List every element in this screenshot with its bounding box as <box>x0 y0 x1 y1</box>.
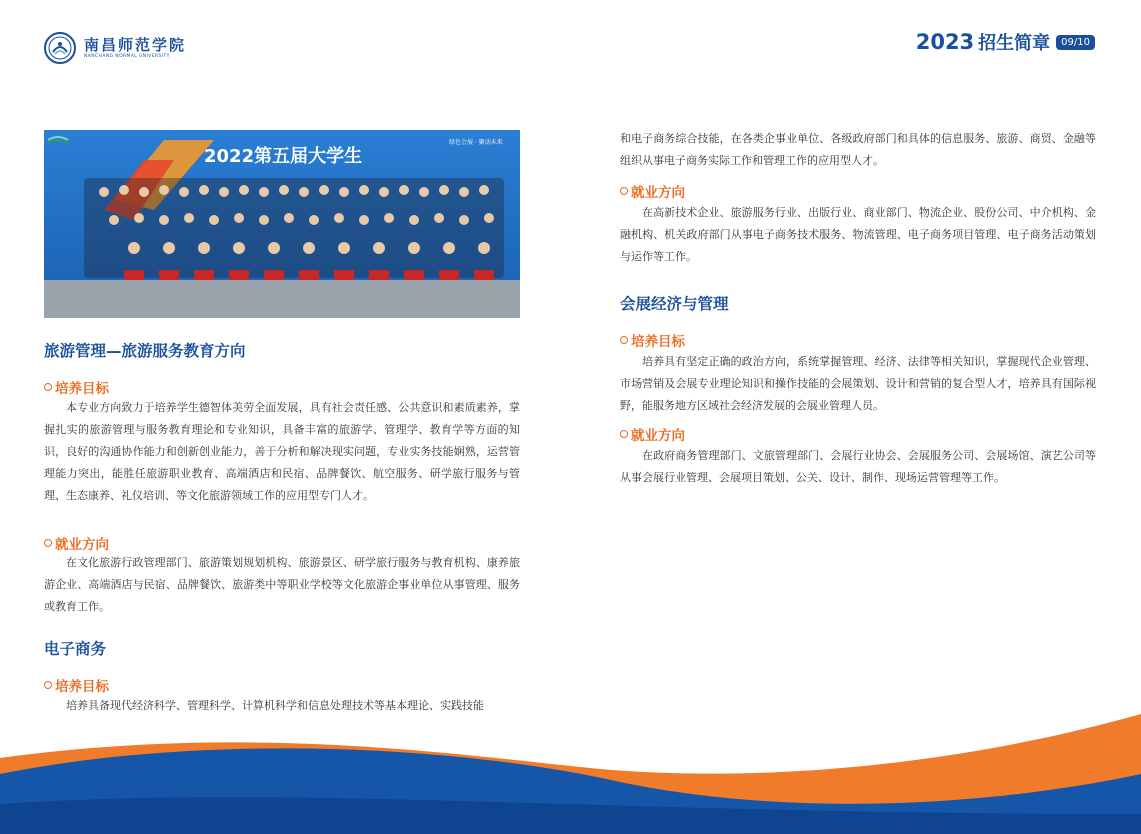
section-title-ecommerce: 电子商务 <box>44 640 107 658</box>
photo-corner-text: 绿色会展 · 聚动未来 <box>449 139 503 146</box>
bullet-circle-icon <box>620 187 628 195</box>
bullet-circle-icon <box>620 336 628 344</box>
university-logo <box>44 32 186 64</box>
group-photo <box>44 130 520 318</box>
tourism-career-label: 就业方向 <box>55 537 109 553</box>
exhibition-career-label: 就业方向 <box>631 428 685 444</box>
bullet-circle-icon <box>44 681 52 689</box>
ecommerce-career-text: 在高新技术企业、旅游服务行业、出版行业、商业部门、物流企业、股份公司、中介机构、金融机构、机关政府部门从事电子商务技术服务、物流管理、电子商务项目管理、电子商务活动策划与运作等工作。 <box>620 206 1096 263</box>
footer-wave-decoration <box>0 714 1141 834</box>
bullet-circle-icon <box>620 430 628 438</box>
ecommerce-goal-text: 培养具备现代经济科学、管理科学、计算机科学和信息处理技术等基本理论、实践技能 <box>66 699 484 712</box>
section-title-tourism: 旅游管理—旅游服务教育方向 <box>44 342 246 360</box>
section-title-exhibition: 会展经济与管理 <box>620 295 729 313</box>
logo-english-name: NANCHANG NORMAL UNIVERSITY <box>84 54 170 59</box>
ecommerce-career-heading <box>620 181 685 201</box>
tourism-goal-text: 本专业方向致力于培养学生德智体美劳全面发展，具有社会责任感、公共意识和素质素养，掌握扎实的旅游管理与服务教育理论和专业知识，具备丰富的旅游学、管理学、教育学等方面的知识，良好的沟通协作能力和创新创业能力，善于分析和解决现实问题，专业实务技能娴熟，运营管理能力突出，能胜任旅游职业教育、高端酒店和民宿、品牌餐饮、航空服务、研学旅行服务与管理、生态康养、礼仪培训、等文化旅游领域工作的应用型专门人才。 <box>44 401 520 502</box>
page-number-badge: 09/10 <box>1056 35 1095 50</box>
exhibition-goal-heading <box>620 330 685 350</box>
exhibition-goal-text: 培养具有坚定正确的政治方向，系统掌握管理、经济、法律等相关知识，掌握现代企业管理、市场营销及会展专业理论知识和操作技能的会展策划、设计和营销的复合型人才，培养具有国际视野，能服务地方区域社会经济发展的会展业管理人员。 <box>620 355 1096 412</box>
logo-chinese-name: 南昌师范学院 <box>84 36 187 54</box>
brochure-header <box>916 29 1095 55</box>
exhibition-career-text: 在政府商务管理部门、文旅管理部门、会展行业协会、会展服务公司、会展场馆、演艺公司等从事会展行业管理、会展项目策划、公关、设计、制作、现场运营管理等工作。 <box>620 449 1096 484</box>
bullet-circle-icon <box>44 539 52 547</box>
ecommerce-career-label: 就业方向 <box>631 185 685 201</box>
exhibition-career-heading <box>620 424 685 444</box>
photo-banner-title: 2022第五届大学生 <box>204 146 363 167</box>
exhibition-goal-label: 培养目标 <box>631 334 685 350</box>
university-emblem-icon <box>44 32 76 64</box>
ecommerce-goal-text-continued: 和电子商务综合技能，在各类企事业单位、各级政府部门和具体的信息服务、旅游、商贸、金融等组织从事电子商务实际工作和管理工作的应用型人才。 <box>620 132 1096 167</box>
bullet-circle-icon <box>44 383 52 391</box>
brochure-year: 2023 <box>915 30 975 54</box>
ecommerce-goal-label: 培养目标 <box>55 679 109 695</box>
tourism-career-heading <box>44 533 109 553</box>
tourism-goal-heading <box>44 377 109 397</box>
tourism-career-text: 在文化旅游行政管理部门、旅游策划规划机构、旅游景区、研学旅行服务与教育机构、康养旅游企业、高端酒店与民宿、品牌餐饮、旅游类中等职业学校等文化旅游企事业单位从事管理、服务或教育工作。 <box>44 556 520 613</box>
brochure-title: 招生简章 <box>978 33 1051 54</box>
ecommerce-goal-heading <box>44 675 109 695</box>
tourism-goal-label: 培养目标 <box>55 381 109 397</box>
group-photo-illustration <box>44 130 520 318</box>
